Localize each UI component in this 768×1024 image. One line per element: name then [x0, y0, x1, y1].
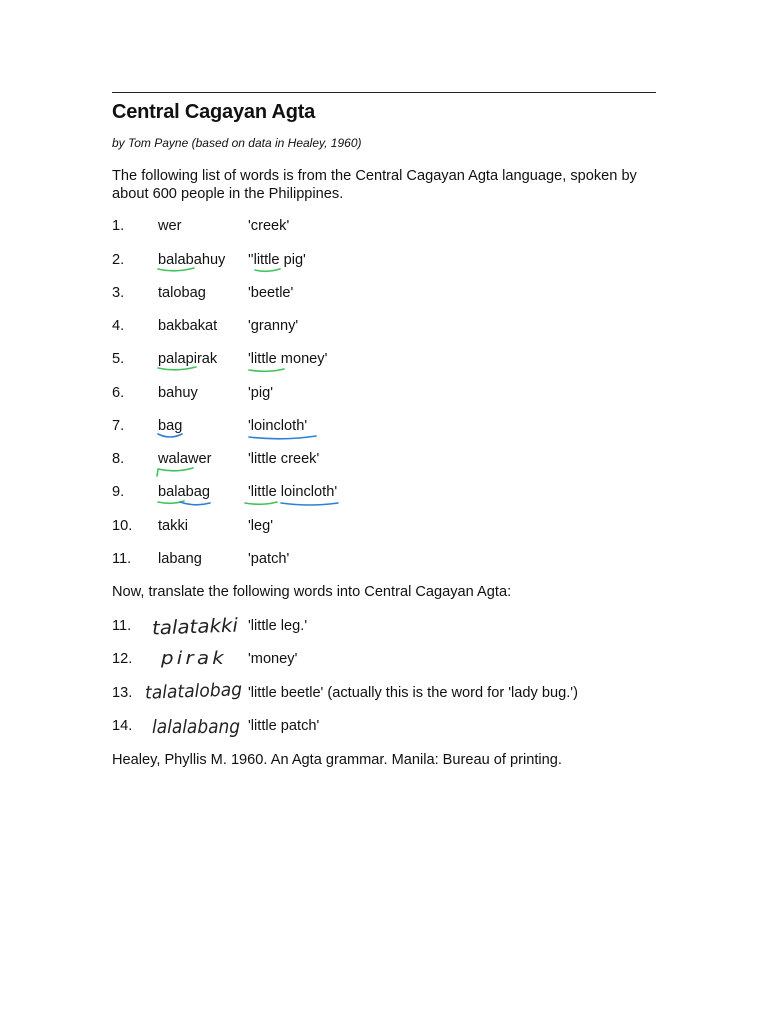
- intro-paragraph: The following list of words is from the Central Cagayan Agta language, spoken by about 600 people in the Philippines.: [112, 168, 637, 202]
- blue-underline: [281, 503, 338, 505]
- english-gloss: 'little money': [248, 351, 328, 367]
- agta-word: bahuy: [158, 385, 198, 401]
- agta-word: labang: [158, 551, 202, 567]
- agta-word: wer: [158, 218, 182, 234]
- handwritten-answer-14: lalalabang: [152, 716, 240, 738]
- agta-word: palapirak: [158, 351, 218, 367]
- english-gloss: 'beetle': [248, 285, 294, 301]
- row-number: 8.: [112, 451, 125, 467]
- english-gloss: 'loincloth': [248, 418, 308, 434]
- english-gloss: 'little beetle' (actually this is the word for 'lady bug.'): [248, 685, 578, 701]
- row-number: 11.: [112, 618, 132, 634]
- row-number: 3.: [112, 285, 125, 301]
- blue-underline: [249, 436, 316, 439]
- english-gloss: 'little patch': [248, 718, 320, 734]
- green-underline: [158, 367, 196, 370]
- top-rule: [112, 92, 656, 93]
- row-number: 9.: [112, 484, 125, 500]
- english-gloss: 'creek': [248, 218, 290, 234]
- agta-word: bag: [158, 418, 183, 434]
- agta-word: balabahuy: [158, 252, 226, 268]
- row-number: 7.: [112, 418, 125, 434]
- row-number: 13.: [112, 685, 133, 701]
- green-underline: [158, 501, 184, 503]
- handwritten-answer-13: talatalobag: [144, 679, 248, 704]
- blue-underline: [180, 502, 210, 505]
- english-gloss: 'money': [248, 651, 298, 667]
- agta-word: talobag: [158, 285, 206, 301]
- agta-word: balabag: [158, 484, 210, 500]
- row-number: 6.: [112, 385, 125, 401]
- row-number: 12.: [112, 651, 133, 667]
- agta-word: walawer: [158, 451, 212, 467]
- row-number: 14.: [112, 718, 133, 734]
- green-underline: [249, 369, 284, 371]
- row-number: 1.: [112, 218, 125, 234]
- english-gloss: 'little loincloth': [248, 484, 338, 500]
- row-number: 2.: [112, 252, 125, 268]
- handwritten-answer-11: talatakki: [151, 614, 235, 640]
- english-gloss: 'leg': [248, 518, 274, 534]
- row-number: 10.: [112, 518, 133, 534]
- row-number: 5.: [112, 351, 125, 367]
- row-number: 11.: [112, 551, 132, 567]
- translation-prompt: Now, translate the following words into Central Cagayan Agta:: [112, 584, 512, 600]
- english-gloss: 'little creek': [248, 451, 320, 467]
- green-underline: [158, 268, 194, 271]
- agta-word: bakbakat: [158, 318, 218, 334]
- green-underline: [245, 502, 277, 504]
- english-gloss: 'pig': [248, 385, 274, 401]
- byline: by Tom Payne (based on data in Healey, 1960): [112, 136, 362, 150]
- english-gloss: ''little pig': [248, 252, 306, 268]
- english-gloss: 'granny': [248, 318, 299, 334]
- blue-underline: [158, 434, 182, 437]
- page-title: Central Cagayan Agta: [112, 101, 316, 123]
- handwritten-answer-12: pirak: [159, 648, 227, 669]
- agta-word: takki: [158, 518, 189, 534]
- english-gloss: 'little leg.': [248, 618, 308, 634]
- reference: Healey, Phyllis M. 1960. An Agta grammar. Manila: Bureau of printing.: [112, 752, 562, 768]
- green-underline: [255, 269, 280, 271]
- english-gloss: 'patch': [248, 551, 290, 567]
- row-number: 4.: [112, 318, 125, 334]
- green-underline: [157, 468, 193, 476]
